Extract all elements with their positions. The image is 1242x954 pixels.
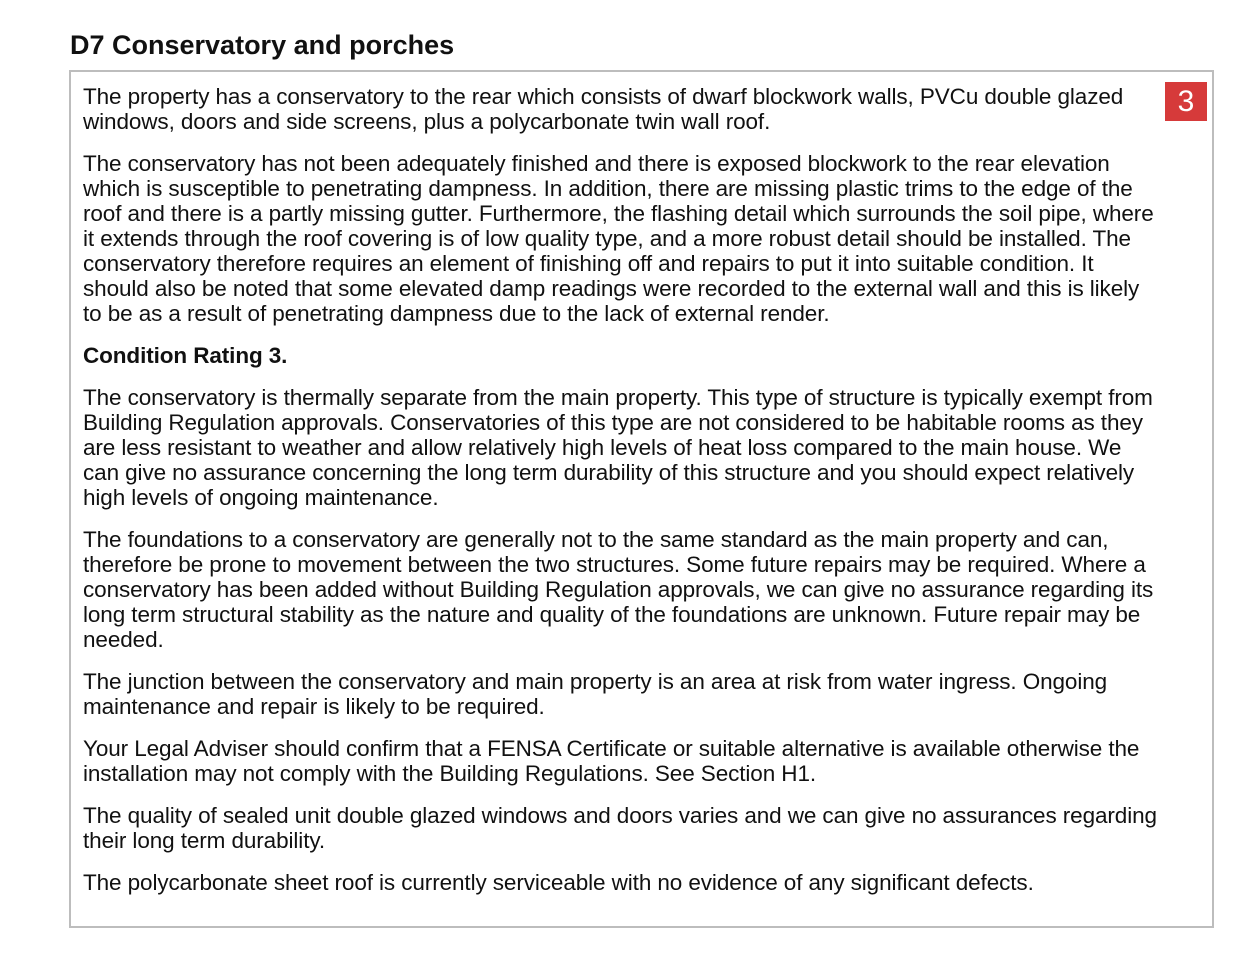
paragraph-fensa: Your Legal Adviser should confirm that a FENSA Certificate or suitable alternative is available otherwise the installation may not comply with the Building Regulations. See Section H1. bbox=[83, 736, 1140, 786]
section-title: D7 Conservatory and porches bbox=[70, 30, 455, 60]
paragraph-foundations: The foundations to a conservatory are generally not to the same standard as the main property and can, therefore be prone to movement between the two structures. Some future repairs may be required. Where a conservatory has been added without Building Regulation approvals, we can give no assurance regarding its long term structural stability as the nature and quality of the foundations are unknown. Future repair may be needed. bbox=[83, 527, 1154, 652]
condition-rating-badge: 3 bbox=[1165, 82, 1207, 121]
report-body bbox=[83, 84, 1158, 912]
paragraph-junction: The junction between the conservatory and main property is an area at risk from water ingress. Ongoing maintenance and repair is likely to be required. bbox=[83, 669, 1108, 719]
paragraph-roof: The polycarbonate sheet roof is currently serviceable with no evidence of any significant defects. bbox=[83, 870, 1034, 895]
report-content-box bbox=[69, 70, 1214, 928]
paragraph-glazing: The quality of sealed unit double glazed windows and doors varies and we can give no assurances regarding their long term durability. bbox=[83, 803, 1157, 853]
paragraph-defects: The conservatory has not been adequately finished and there is exposed blockwork to the rear elevation which is susceptible to penetrating dampness. In addition, there are missing plastic trims to the edge of the roof and there is a partly missing gutter. Furthermore, the flashing detail which surrounds the soil pipe, where it extends through the roof covering is of low quality type, and a more robust detail should be installed. The conservatory therefore requires an element of finishing off and repairs to put it into suitable condition. It should also be noted that some elevated damp readings were recorded to the external wall and this is likely to be as a result of penetrating dampness due to the lack of external render. bbox=[83, 151, 1154, 326]
paragraph-construction: The property has a conservatory to the rear which consists of dwarf blockwork walls, PVCu double glazed windows, doors and side screens, plus a polycarbonate twin wall roof. bbox=[83, 84, 1124, 134]
paragraph-thermal-separation: The conservatory is thermally separate from the main property. This type of structure is typically exempt from Building Regulation approvals. Conservatories of this type are not considered to be habitable rooms as they are less resistant to weather and allow relatively high levels of heat loss compared to the main house. We can give no assurance concerning the long term durability of this structure and you should expect relatively high levels of ongoing maintenance. bbox=[83, 385, 1153, 510]
condition-rating-text: Condition Rating 3. bbox=[83, 343, 288, 368]
